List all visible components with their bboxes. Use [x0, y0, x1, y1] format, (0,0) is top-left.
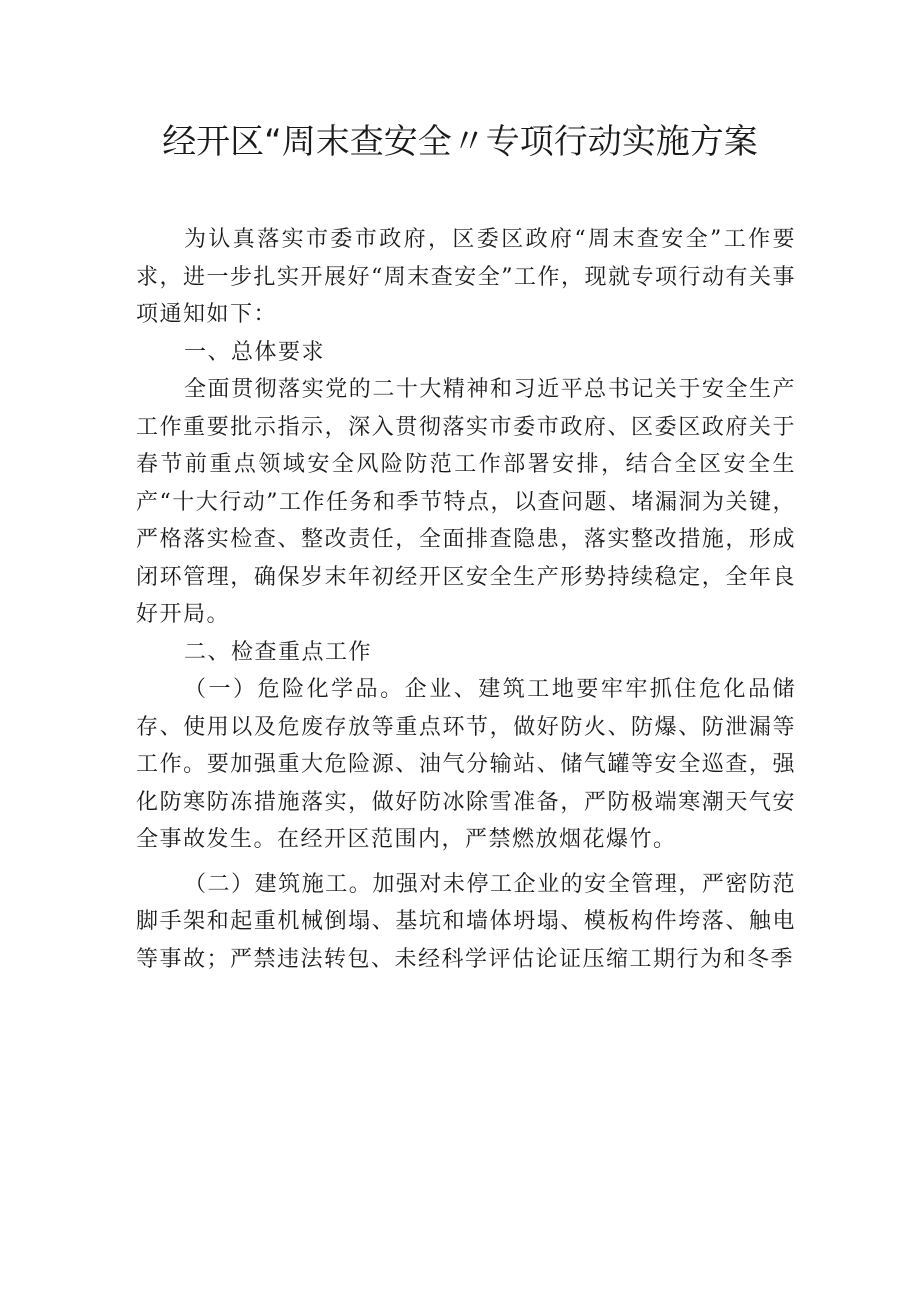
paragraph-intro: 为认真落实市委市政府，区委区政府“周末查安全”工作要求，进一步扎实开展好“周末查安全”工作，现就专项行动有关事项通知如下：: [136, 227, 796, 327]
section-heading-inspection-focus: 二、检查重点工作: [184, 639, 373, 665]
paragraph-general-requirements: 全面贯彻落实党的二十大精神和习近平总书记关于安全生产工作重要批示指示，深入贯彻落实市委市政府、区委区政府关于春节前重点领域安全风险防范工作部署安排，结合全区安全生产“十大行动”工作任务和季节特点，以查问题、堵漏洞为关键，严格落实检查、整改责任，全面排查隐患，落实整改措施，形成闭环管理，确保岁末年初经开区安全生产形势持续稳定，全年良好开局。: [136, 377, 796, 627]
paragraph-hazardous-chemicals: （一）危险化学品。企业、建筑工地要牢牢抓住危化品储存、使用以及危废存放等重点环节，做好防火、防爆、防泄漏等工作。要加强重大危险源、油气分输站、储气罐等安全巡查，强化防寒防冻措施落实，做好防冰除雪准备，严防极端寒潮天气安全事故发生。在经开区范围内，严禁燃放烟花爆竹。: [136, 677, 796, 852]
document-title: 经开区“周末查安全〃专项行动实施方案: [162, 122, 758, 162]
document-body: [136, 221, 796, 978]
section-heading-general-requirements: 一、总体要求: [184, 339, 326, 365]
paragraph-construction: （二）建筑施工。加强对未停工企业的安全管理，严密防范脚手架和起重机械倒塌、基坑和墙体坍塌、模板构件垮落、触电等事故；严禁违法转包、未经科学评估论证压缩工期行为和冬季: [136, 871, 796, 972]
